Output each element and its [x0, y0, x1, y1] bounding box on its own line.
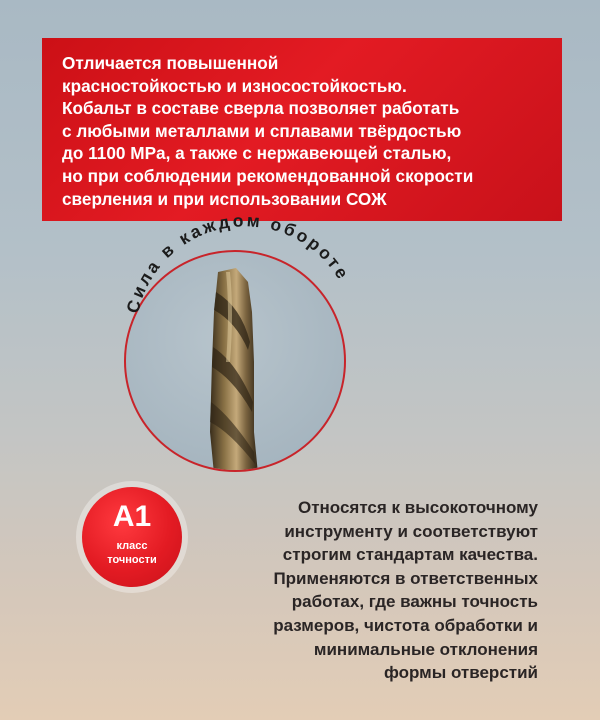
banner-line: Кобальт в составе сверла позволяет работать — [62, 98, 460, 119]
banner-line: красностойкостью и износостойкостью. — [62, 75, 407, 96]
banner-line: Отличается повышенной — [62, 53, 279, 73]
badge-label: точности — [107, 554, 157, 566]
description-line: инструменту и соответствуют — [284, 521, 538, 541]
banner-line: до 1100 MPa, а также с нержавеющей сталью, — [62, 143, 452, 164]
curved-slogan-svg — [110, 210, 360, 486]
banner-line: но при соблюдении рекомендованной скорости — [62, 165, 474, 186]
info-banner — [42, 38, 562, 221]
accuracy-badge — [82, 487, 182, 587]
description-line: размеров, чистота обработки и — [273, 615, 538, 635]
badge-grade: A1 — [112, 500, 152, 533]
curved-slogan-text: Сила в каждом обороте — [122, 210, 354, 316]
description-line: Применяются в ответственных — [273, 568, 538, 588]
description-line: минимальные отклонения — [313, 639, 538, 659]
banner-line: с любыми металлами и сплавами твёрдостью — [62, 120, 462, 141]
curved-slogan — [122, 210, 354, 315]
description-line: работах, где важны точность — [291, 592, 538, 612]
description-line: Относятся к высокоточному — [297, 498, 538, 517]
drill-circle — [110, 210, 360, 486]
description-line: формы отверстий — [383, 663, 538, 683]
badge-label: класс — [116, 540, 148, 552]
banner-line: сверления и при использовании СОЖ — [62, 188, 387, 209]
description-line: строгим стандартам качества. — [282, 545, 538, 565]
description-text — [208, 496, 538, 685]
